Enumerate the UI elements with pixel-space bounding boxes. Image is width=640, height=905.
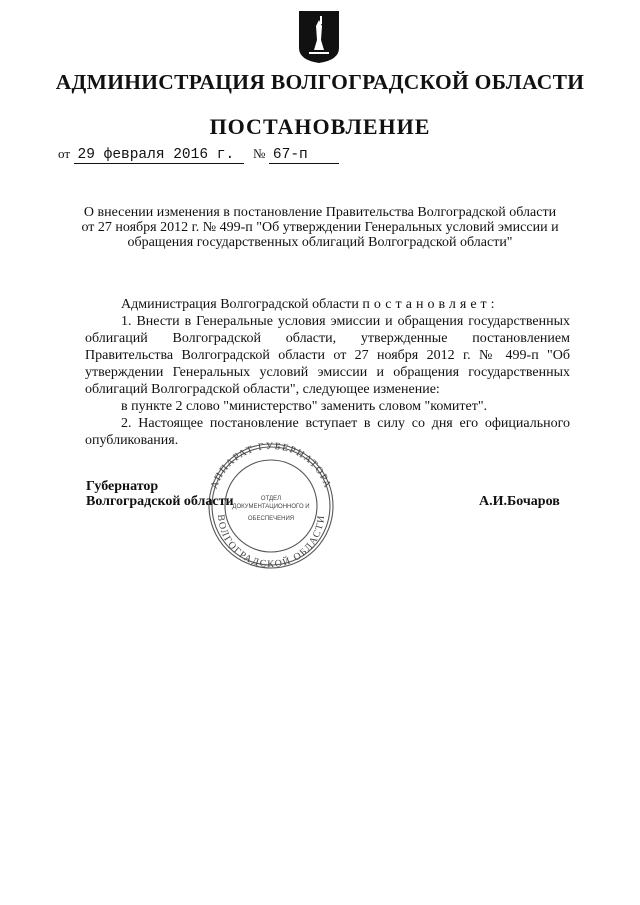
document-type-title: ПОСТАНОВЛЕНИЕ — [209, 114, 431, 139]
seal-center-line-3: ОБЕСПЕЧЕНИЯ — [247, 516, 295, 522]
signer-title-line-2: Волгоградской области — [86, 494, 234, 509]
seal-center-line-2: ДОКУМЕНТАЦИОННОГО И — [232, 504, 310, 510]
document-subject: О внесении изменения в постановление Правительства Волгоградской области от 27 ноября 2012 г. № 499-п "Об утверждении Генеральных условий эмиссии и обращения государственных облигаций Волгоградской области" — [81, 205, 559, 250]
intro-paragraph — [85, 296, 570, 313]
svg-text:ВОЛГОГРАДСКОЙ ОБЛАСТИ — [215, 514, 327, 570]
signer-name: А.И.Бочаров — [479, 494, 560, 509]
intro-verb: постановляет: — [362, 297, 499, 312]
document-number: 67-п — [269, 147, 339, 164]
number-prefix: № — [253, 146, 266, 161]
seal-outer-text: АППАРАТ ГУБЕРНАТОРА — [208, 440, 334, 491]
document-body — [85, 296, 570, 449]
signer-title — [86, 479, 234, 509]
item-1-paragraph: 1. Внести в Генеральные условия эмиссии и обращения государственных облигаций Волгоградской области, утвержденные постановлением Правительства Волгоградской области от 27 ноября 2012 г. № 499-п "Об утверждении Генеральных условий эмиссии и обращения государственных облигаций Волгоградской области", следующее изменение: — [85, 314, 570, 397]
coat-of-arms-emblem — [298, 10, 340, 64]
signer-title-line-1: Губернатор — [86, 479, 159, 494]
date-prefix: от — [58, 146, 71, 161]
item-2-paragraph: 2. Настоящее постановление вступает в силу со дня его официального опубликования. — [85, 416, 570, 448]
item-1-change-paragraph: в пункте 2 слово "министерство" заменить словом "комитет". — [121, 399, 488, 414]
document-date: 29 февраля 2016 г. — [74, 147, 244, 164]
seal-bottom-text: ВОЛГОГРАДСКОЙ ОБЛАСТИ — [214, 513, 328, 570]
organization-title: АДМИНИСТРАЦИЯ ВОЛГОГРАДСКОЙ ОБЛАСТИ — [55, 70, 585, 94]
seal-center-line-1: ОТДЕЛ — [260, 496, 282, 502]
document-date-number — [58, 146, 339, 164]
intro-text: Администрация Волгоградской области — [121, 297, 359, 312]
